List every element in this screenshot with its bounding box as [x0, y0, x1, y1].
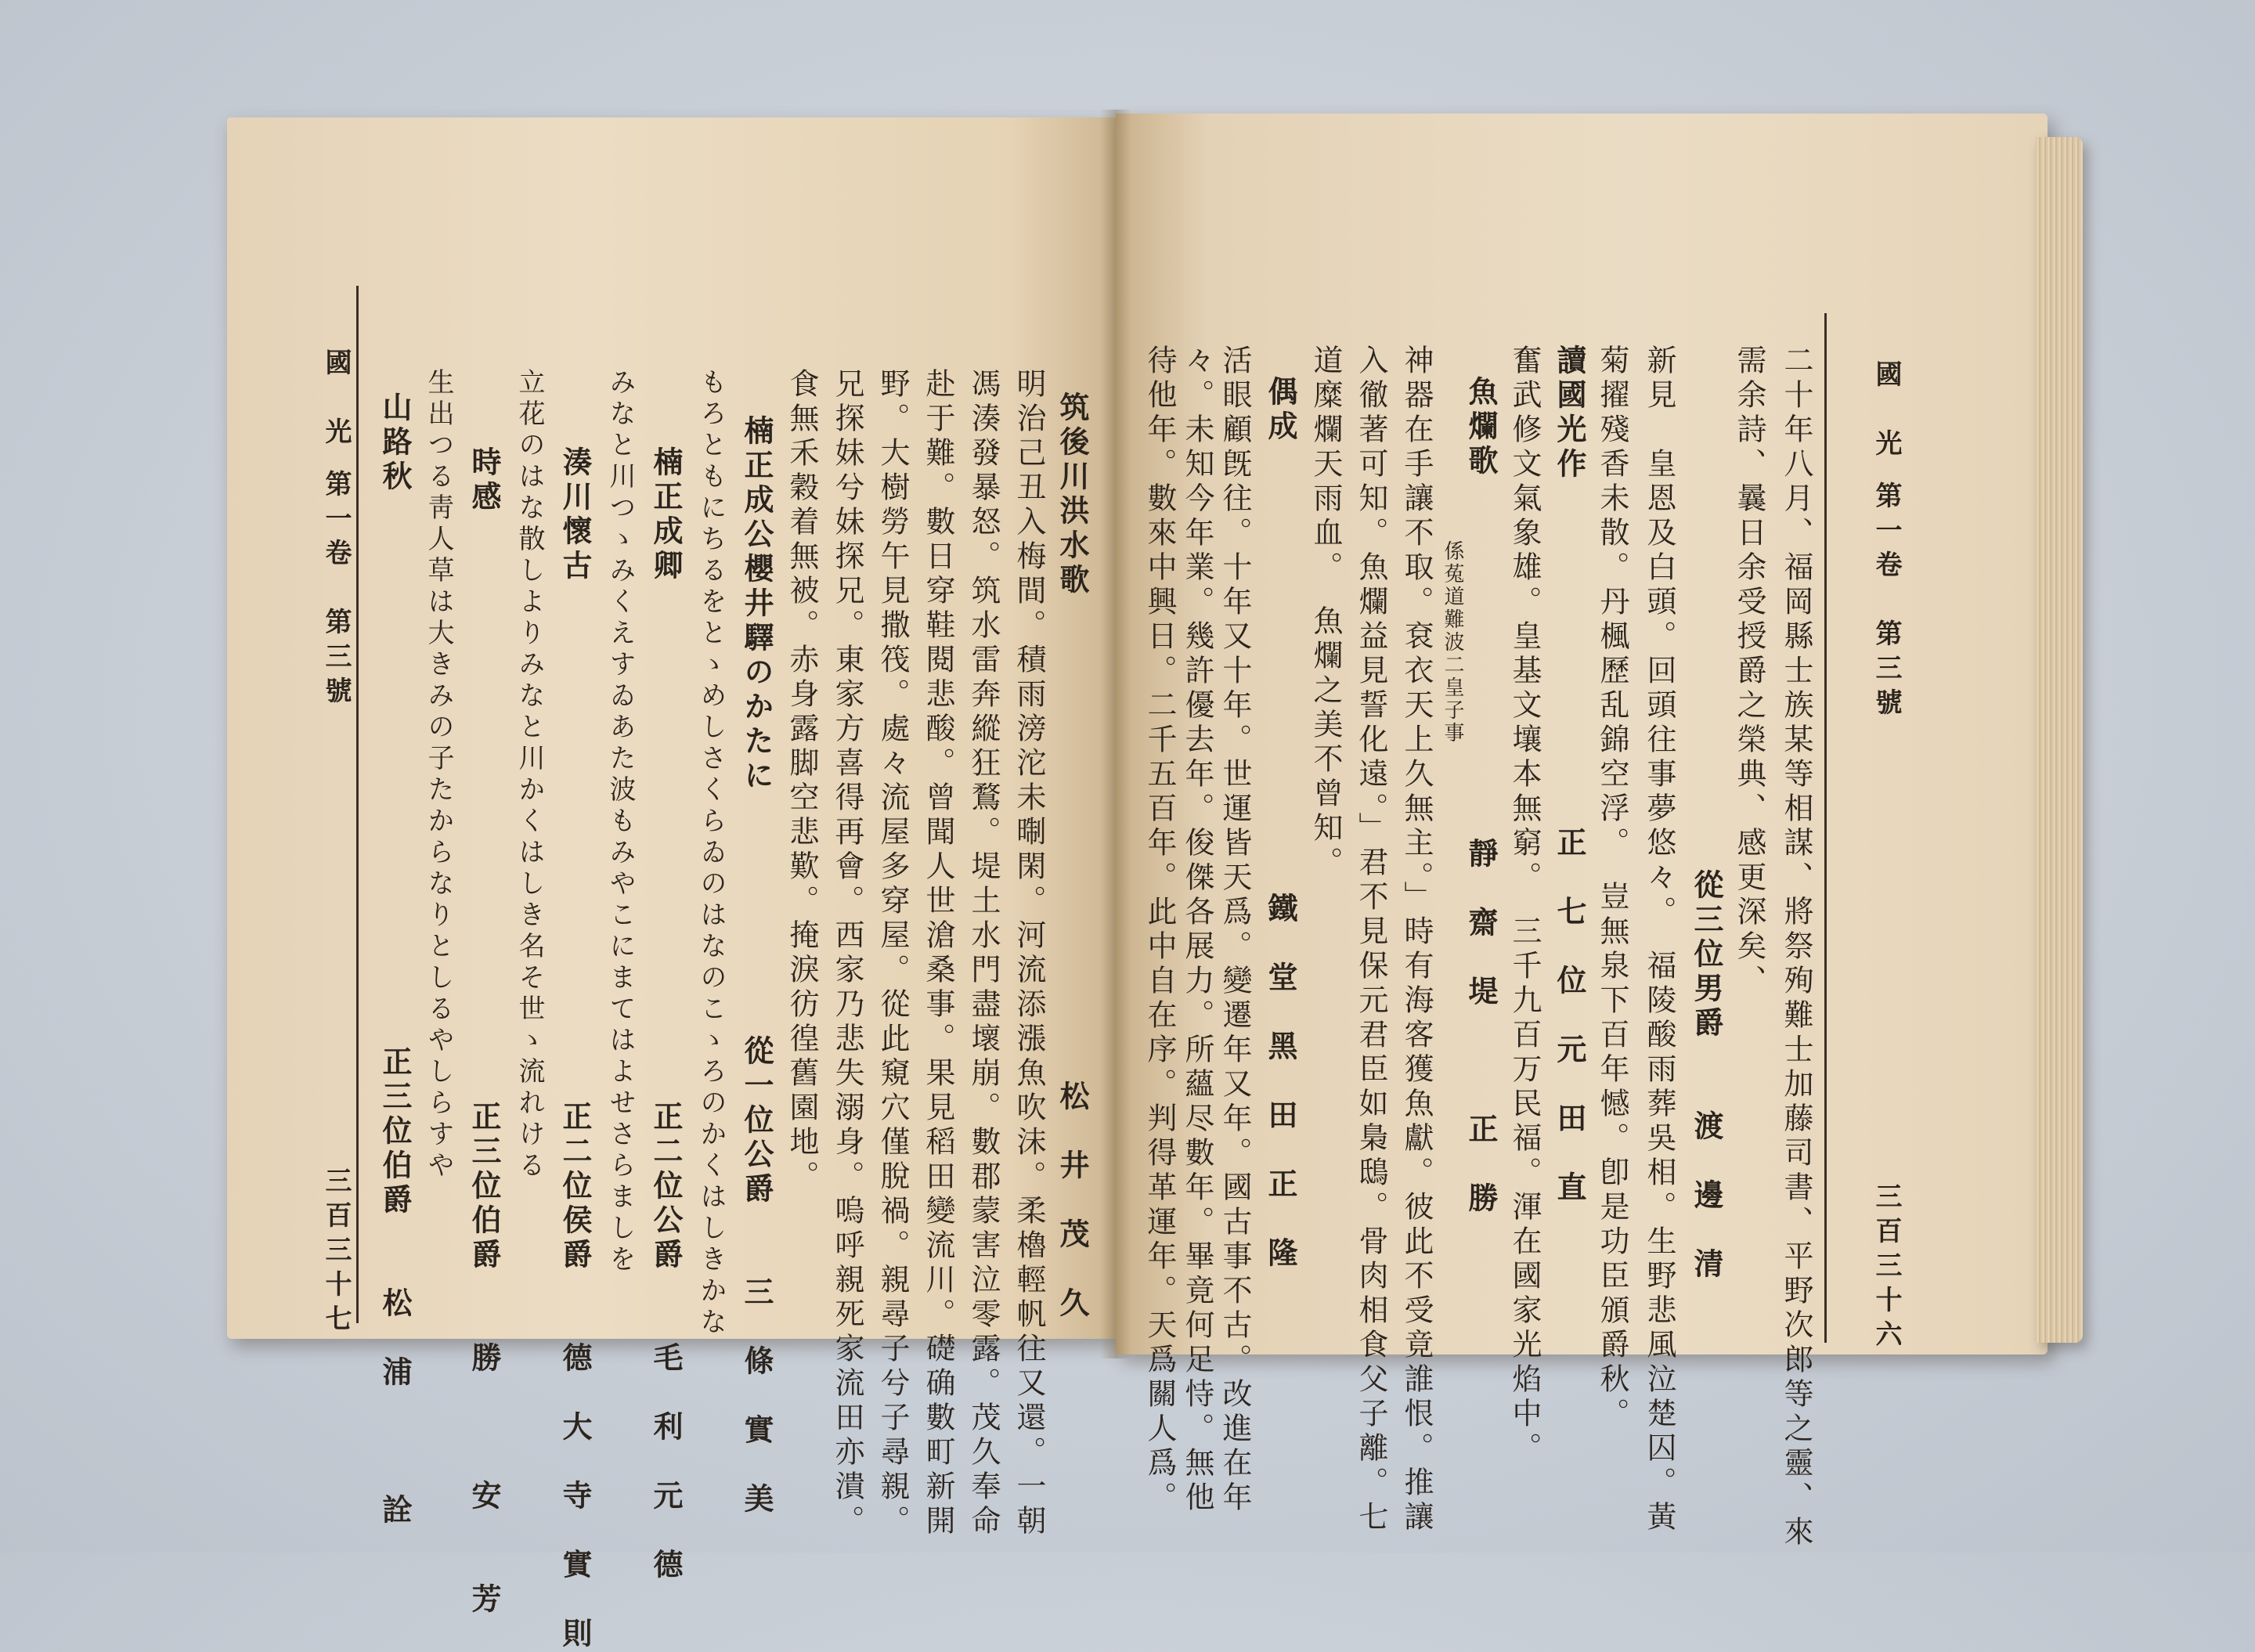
right-col-9: 神器在手讓不取。袞衣天上久無主。」時有海客獲魚獻。彼此不受竟誰恨。推讓: [1399, 344, 1434, 1535]
right-poem-note: 係菟道難波二皇子事: [1441, 540, 1464, 745]
right-col-1: 二十年八月、福岡縣士族某等相謀、將祭殉難士加藤司書、平野次郎等之靈、來: [1779, 344, 1813, 1550]
left-col-16: 山路秋 正三位伯爵 松 浦 詮: [377, 391, 413, 1528]
book-gutter: [1100, 110, 1131, 1358]
left-col-5: 野。大樹勞午見撒筏。處々流屋多穿屋。從此窺穴僅脫禍。親尋子兮子尋親。: [875, 368, 910, 1539]
left-col-11: みなと川つゝみくえすゐあた波もみやこにまてはよせさらましを: [604, 368, 636, 1276]
right-poem-author: 靜 齋 堤 正 勝: [1463, 838, 1499, 1217]
left-col-14: 時感 正三位伯爵 勝 安 芳: [467, 446, 502, 1618]
right-col-8-title: 魚爛歌: [1463, 376, 1499, 479]
right-col-5: 菊擢殘香未散。丹楓歷乱錦空浮。 豈無泉下百年憾。卽是功臣頒爵秋。: [1595, 344, 1629, 1432]
left-header-issue: 第一卷 第三號: [320, 470, 352, 711]
right-col-15-visible: 待他年。數來中興日。二千五百年。此中自在序。判得革運年。天爲關人爲。: [1142, 344, 1177, 1516]
page-edges: [2036, 137, 2083, 1343]
right-header-magazine: 國 光: [1871, 360, 1902, 463]
right-header-issue: 第一卷 第三號: [1871, 482, 1902, 723]
right-col-13: 活眼顧旣往。十年又十年。世運皆天爲。變遷年又年。國古事不古。改進在年: [1218, 344, 1252, 1516]
left-col-7: 食無禾穀着無被。赤身露脚空悲歎。掩淚彷徨舊園地。: [785, 368, 819, 1195]
left-col-6: 兄探妹兮妹探兄。東家方喜得再會。西家乃悲失溺身。嗚呼親死家流田亦潰。: [830, 368, 864, 1539]
right-col-7: 奮武修文氣象雄。皇基文壤本無窮。 三千九百万民福。渾在國家光焰中。: [1507, 344, 1542, 1466]
left-col-15: 生出つる靑人草は大きみの子たからなりとしるやしらすや: [423, 368, 454, 1182]
left-header-magazine: 國 光: [320, 348, 352, 452]
left-page-number: 三百三十七: [320, 1167, 352, 1339]
left-col-2: 明治己丑入梅間。積雨滂沱未㫼閑。河流添漲魚吹沫。柔櫓輕帆往又還。一朝: [1012, 368, 1046, 1539]
right-col-12: 偶成 鐵 堂 黑 田 正 隆: [1263, 376, 1298, 1271]
right-col-10: 入徹著可知。魚爛益見誓化遠。」君不見保元君臣如梟鴟。骨肉相食父子離。七: [1354, 344, 1388, 1535]
right-page-number: 三百三十六: [1871, 1182, 1902, 1354]
right-header-rule: [1824, 313, 1827, 1343]
right-col-4: 新見 皇恩及白頭。回頭往事夢悠々。 福陵酸雨葬吳相。生野悲風泣楚囚。黃: [1642, 344, 1676, 1535]
right-col-3: 從三位男爵 渡 邊 清: [1689, 869, 1724, 1282]
right-col-6: 讀國光作 正 七 位 元 田 直: [1552, 344, 1587, 1206]
left-col-9: もろともにちるをとゝめしさくらゐのはなのこゝろのかくはしきかな: [695, 368, 727, 1339]
right-col-14: 々。未知今年業。幾許優去年。俊傑各展力。所蘊尽數年。畢竟何足恃。無他: [1180, 344, 1214, 1516]
left-col-13: 立花のはな散しよりみなと川かくはしき名そ世ゝ流れける: [514, 368, 545, 1182]
left-col-12: 湊川懷古 正二位侯爵 德 大 寺 實 則: [557, 446, 593, 1652]
left-col-1: 筑後川洪水歌 松 井 茂 久: [1055, 391, 1090, 1322]
left-col-3: 馮湊發暴怒。筑水雷奔縱狂鶩。堤土水門盡壞崩。數郡蒙害泣零露。茂久奉命: [966, 368, 1001, 1539]
left-col-4: 赴于難。數日穿鞋閱悲酸。曾聞人世滄桑事。果見稻田變流川。礎确數町新開: [921, 368, 955, 1539]
right-col-11: 道糜爛天雨血。 魚爛之美不曾知。: [1308, 344, 1343, 881]
right-col-2: 需余詩、曩日余受授爵之榮典、感更深矣、: [1732, 344, 1766, 999]
left-col-10: 楠正成卿 正二位公爵 毛 利 元 德: [648, 446, 684, 1583]
left-col-8: 楠正成公櫻井驛のかたに 從一位公爵 三 條 實 美: [739, 415, 774, 1517]
